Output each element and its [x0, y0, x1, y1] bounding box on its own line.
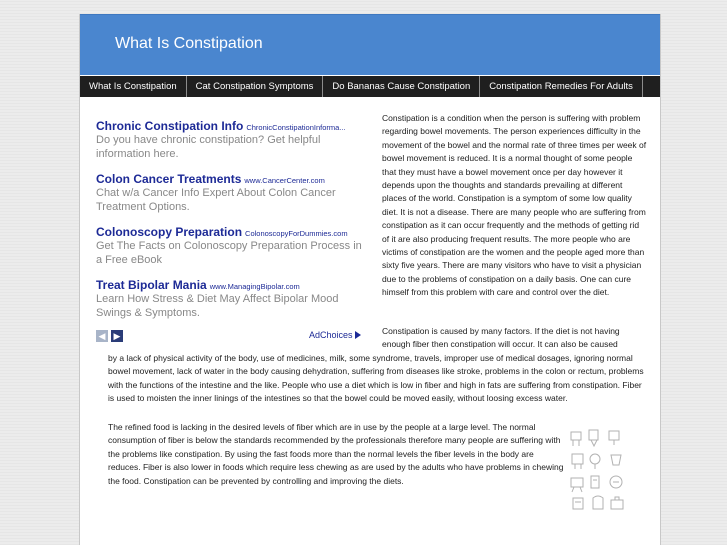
ad-description: Get The Facts on Colonoscopy Preparation Process in a Free eBook	[96, 240, 362, 266]
ad-footer	[96, 329, 366, 343]
adchoices-label: AdChoices	[309, 330, 353, 340]
ad-item[interactable]	[96, 170, 366, 214]
ad-item[interactable]	[96, 276, 366, 320]
chevron-right-icon[interactable]: ▶	[111, 330, 123, 342]
ad-title-link[interactable]: Treat Bipolar Mania	[96, 278, 207, 292]
article-paragraph: The refined food is lacking in the desired levels of fiber which are in use by the people at a large level. The normal consumption of fiber is below the standards recommended by the professionals therefore many people are suffering with the problems like constipation. By using the fast foods more than the normal levels the fiber levels in the body are reduces. Fiber is also lower in foods which require less chewing as are used by the adults who have problems in chewing the food. Constipation can be prevented by controlling and improving the diets.	[108, 422, 564, 486]
adchoices-link[interactable]	[309, 330, 361, 340]
main-content	[80, 97, 660, 545]
ad-url-link[interactable]: ColonoscopyForDummies.com	[245, 229, 348, 238]
ad-head	[96, 117, 366, 133]
ad-url-link[interactable]: www.ManagingBipolar.com	[209, 282, 300, 291]
nav-item-constipation-remedies-for-adults[interactable]: Constipation Remedies For Adults	[480, 76, 643, 97]
ad-url-link[interactable]: www.CancerCenter.com	[244, 176, 325, 185]
nav-item-cat-constipation-symptoms[interactable]: Cat Constipation Symptoms	[187, 76, 324, 97]
ad-title-link[interactable]: Colon Cancer Treatments	[96, 172, 242, 186]
ad-head	[96, 276, 366, 292]
ad-title-link[interactable]: Chronic Constipation Info	[96, 119, 244, 133]
chevron-left-icon[interactable]: ◀	[96, 330, 108, 342]
nav-item-do-bananas-cause-constipation[interactable]: Do Bananas Cause Constipation	[323, 76, 480, 97]
article-paragraph: Constipation is a condition when the person is suffering with problem regarding bowel movements. The person experiences difficulty in the movement of the bowel and the normal rate of three times per week of bowel movement is reduced. It is a normal thought of some people that they must have a bowel movement once per day however it depends upon the thoughts and standards prevailing at different places of the world. Constipation is a symptom of some low quality diet. It is not a disease. There are many people who are suffering from constipation as it can occur frequently and the methods of getting rid of it are also producing frequent results. The more people who are victims of constipation are the women and the people aged more than sixty five years. There are many visitors who have to visit a physician due to the problems of constipation on a daily basis. One can cure himself from this problem with care and control over the diet.	[382, 113, 647, 298]
article-paragraph-continued: by a lack of physical activity of the body, use of medicines, milk, some syndrome, travels, improper use of medical dosages, ignoring normal bowel movement, lack of water in the body causing dehydration, suffering from diseases like stroke, problems in the colon or rectum, problems with the functions of the intestine and the like. People who use a diet which is low in fiber and high in fats are suffering from constipation. Fiber is used to moisten the inner linings of the intestines so that the bowel could be moved easily, without loosing excess water.	[108, 353, 644, 404]
article-paragraph: Constipation is caused by many factors. If the diet is not having enough fiber then constipation will occur. It can also be caused	[382, 326, 620, 350]
ad-description: Learn How Stress & Diet May Affect Bipolar Mood Swings & Symptoms.	[96, 293, 339, 319]
nav-item-what-is-constipation[interactable]: What Is Constipation	[80, 76, 187, 97]
ad-item[interactable]	[96, 117, 366, 161]
page-container	[79, 14, 661, 545]
ad-head	[96, 223, 366, 239]
adchoices-icon	[355, 331, 361, 339]
ad-item[interactable]	[96, 223, 366, 267]
ad-head	[96, 170, 366, 186]
site-title[interactable]: What Is Constipation	[115, 35, 263, 52]
bathroom-illustration-icon	[569, 428, 633, 514]
ad-block	[96, 117, 366, 329]
ad-url-link[interactable]: ChronicConstipationInforma...	[246, 123, 346, 132]
ad-description: Do you have chronic constipation? Get helpful information here.	[96, 134, 321, 160]
ad-description: Chat w/a Cancer Info Expert About Colon Cancer Treatment Options.	[96, 187, 336, 213]
site-header	[80, 14, 660, 75]
main-nav	[80, 76, 660, 97]
ad-title-link[interactable]: Colonoscopy Preparation	[96, 225, 243, 239]
